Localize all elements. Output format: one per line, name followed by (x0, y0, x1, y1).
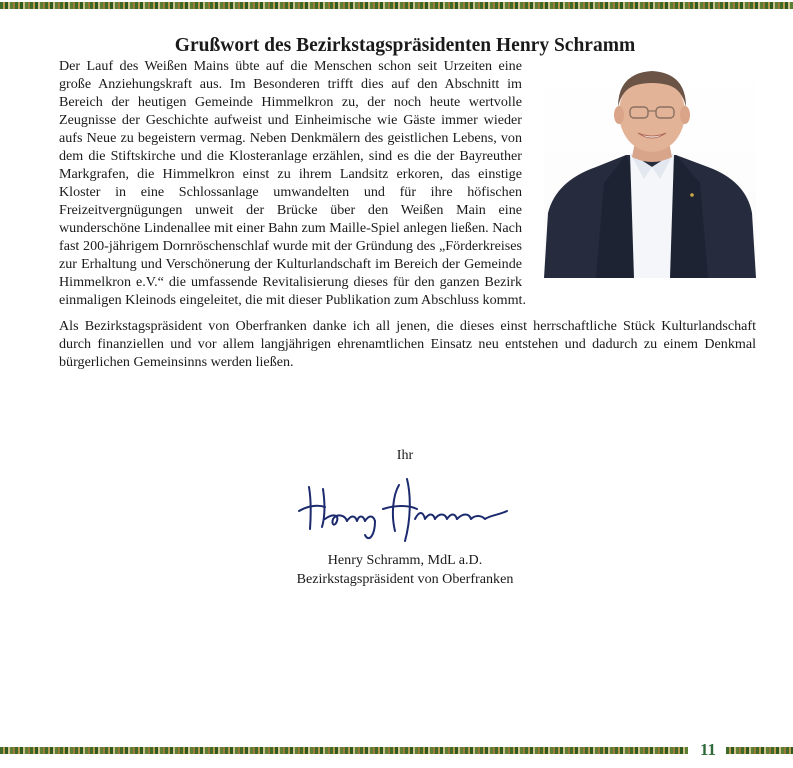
portrait-photo (544, 63, 756, 278)
portrait-illustration (544, 63, 756, 278)
decorative-border-bottom-end (726, 747, 793, 754)
decorative-border-top (0, 2, 793, 9)
page-title: Grußwort des Bezirkstagspräsidenten Henry Schramm (174, 35, 636, 57)
handwritten-signature (295, 475, 515, 547)
paragraph-2: Als Bezirkstagspräsident von Oberfranken danke ich all jenen, die dieses einst herrschaftliche Stück Kulturlandschaft durch finanziellen und vor allem langjährigen ehrenamtlichen Einsatz neu entstehen und dadurch zu einem Denkmal bürgerlichen Gemeinsinns werden ließen. (59, 318, 756, 370)
signer-name: Henry Schramm, MdL a.D. (327, 552, 483, 568)
closing-salutation: Ihr (396, 447, 414, 463)
decorative-border-bottom (0, 747, 688, 754)
signer-role: Bezirkstagspräsident von Oberfranken (296, 571, 514, 587)
paragraph-1: Der Lauf des Weißen Mains übte auf die Menschen schon seit Urzeiten eine große Anziehungskraft aus. Im Besonderen trifft dies auf den Abschnitt im Bereich der heutigen Gemeinde Himmelkron zu, der noch heute wertvolle Zeugnisse der Geschichte aufweist und Einheimische wie Gäste immer wieder aufs Neue zu begeistern vermag. Neben Denkmälern des geistlichen Lebens, von dem die Stiftskirche und die Klosteranlage erzählen, sind es die der Bayreuther Markgrafen, die Himmelkron einst zu ihrem Landsitz erkoren, das einstige Kloster in eine Schlossanlage umwandelten und für ihre höfischen Freizeitvergnügungen unweit der Brücke über den Weißen Main eine wunderschöne Lindenallee mit einer Bahn zum Maille-Spiel anlegen ließen. Nach fast 200-jährigem Dornröschenschlaf wurde mit der Gründung des „Förderkreises zur Erhaltung und Verschönerung der Kulturlandschaft im Bereich der Gemeinde Himmelkron e.V.“ die umfassende Revitalisierung dieses für den ganzen Bezirk einmaligen Kleinods eingeleitet, die mit dieser Publikation zum Abschluss kommt. (59, 58, 526, 308)
signature-block (200, 446, 610, 589)
article-body (59, 57, 756, 379)
page-number: 11 (699, 740, 717, 759)
